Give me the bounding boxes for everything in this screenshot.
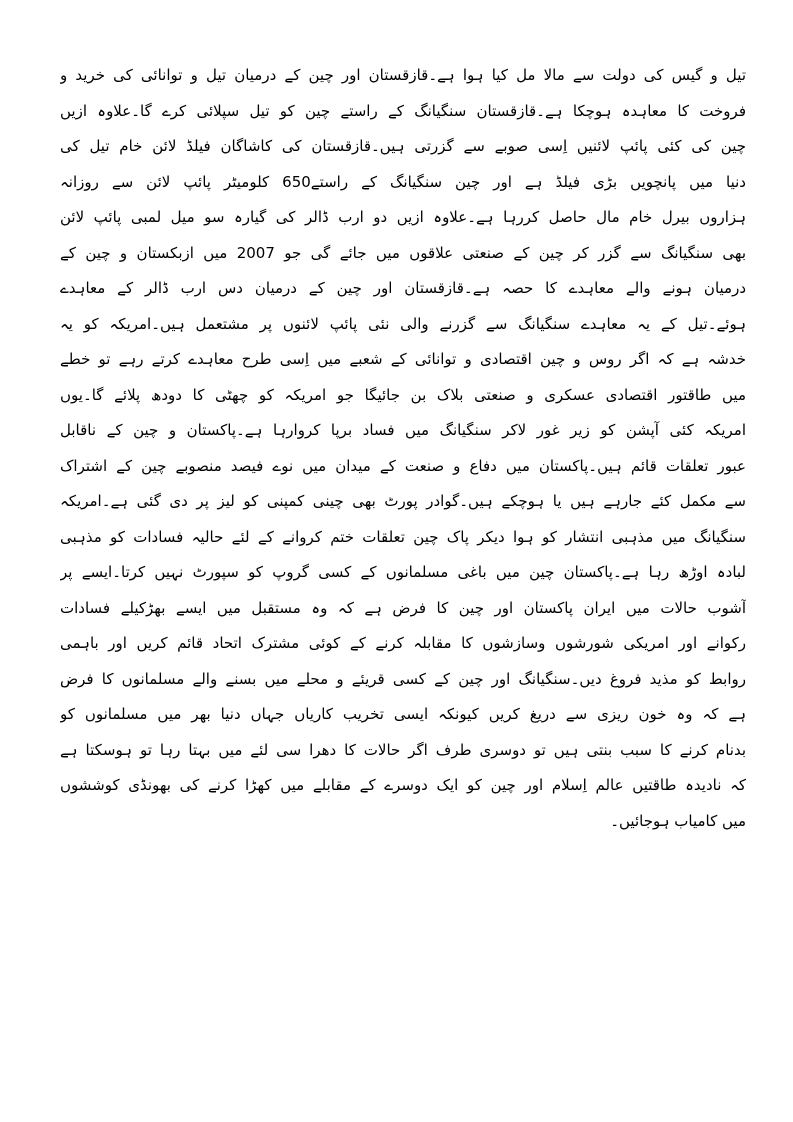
- text-line: آشوب حالات میں ایران پاکستان اور چین کا فرض ہے کہ وہ مستقبل میں ایسے بھڑکیلے فسادات: [60, 598, 746, 617]
- text-line: ہزاروں بیرل خام مال حاصل کررہا ہے۔علاوہ ازیں دو ارب ڈالر کی گیارہ سو میل لمبی پائپ لائن: [60, 208, 746, 226]
- text-line: ہوئے۔تیل کے یہ معاہدے سنگیانگ سے گزرنے والی نئی پائپ لائنوں پر مشتعمل ہیں۔امریکہ کو یہ: [60, 314, 746, 333]
- text-line: دنیا میں پانچویں بڑی فیلڈ ہے اور چین سنگیانگ کے راستے650 کلومیٹر پائپ لائن سے روزانہ: [60, 172, 746, 191]
- text-line-last: میں کامیاب ہوجائیں۔: [610, 811, 746, 830]
- text-line: عبور تعلقات قائم ہیں۔پاکستان میں دفاع و صنعت کے میدان میں نوے فیصد منصوبے چین کے اشتراک: [60, 456, 746, 475]
- text-line: سے مکمل کئے جارہے ہیں یا ہوچکے ہیں۔گوادر پورٹ بھی چینی کمپنی کو لیز پر دی گئی ہے۔امریکہ: [60, 492, 746, 510]
- text-line: میں طاقتور اقتصادی عسکری و صنعتی بلاک بن جائیگا جو امریکہ کو چھٹی کا دودھ پلائے گا۔یوں: [60, 385, 746, 404]
- text-line: خدشہ ہے کہ اگر روس و چین اقتصادی و توانائی کے شعبے میں اِسی طرح معاہدے کرتے رہے تو خطے: [60, 350, 746, 368]
- article-body: [60, 58, 746, 839]
- text-line: سنگیانگ میں مذہبی انتشار کو ہوا دیکر پاک چین تعلقات ختم کروانے کے لئے حالیہ فسادات کو مذہبی: [60, 527, 746, 546]
- text-line: ہے کہ وہ خون ریزی سے دریغ کریں کیونکہ ایسی تخریب کاریاں جہاں دنیا بھر میں مسلمانوں کو: [60, 705, 746, 723]
- text-line: بھی سنگیانگ سے گزر کر چین کے صنعتی علاقوں میں جائے گی جو 2007 میں ازبکستان و چین کے: [60, 243, 746, 262]
- text-line: درمیان ہونے والے معاہدے کا حصہ ہے۔قازقستان اور چین کے درمیان دس ارب ڈالر کے معاہدے: [60, 279, 746, 297]
- text-line: روابط کو مذید فروغ دیں۔سنگیانگ اور چین کے کسی قریئے و محلے میں بسنے والے مسلمانوں کا فرض: [60, 669, 746, 688]
- text-line: امریکہ کئی آپشن کو زیر غور لاکر سنگیانگ میں فساد برپا کروارہا ہے۔پاکستان و چین کے ناقابل: [60, 421, 746, 439]
- text-line: بدنام کرنے کا سبب بنتی ہیں تو دوسری طرف اگر حالات کا دھرا سی لئے میں بہتا رہا تو ہوسکتا ہے: [60, 740, 746, 759]
- text-line: تیل و گیس کی دولت سے مالا مل کیا ہوا ہے۔قازقستان اور چین کے درمیان تیل و توانائی کی خرید و: [60, 66, 746, 84]
- text-line: کہ نادیدہ طاقتیں عالم اِسلام اور چین کو ایک دوسرے کے مقابلے میں کھڑا کرنے کی بھونڈی کوششوں: [60, 776, 746, 794]
- text-line: چین کی کئی پائپ لائنیں اِسی صوبے سے گزرتی ہیں۔قازقستان کی کاشاگان فیلڈ لائن خام تیل کی: [60, 137, 746, 155]
- text-line: لبادہ اوڑھ رہا ہے۔پاکستان چین میں باغی مسلمانوں کے کسی گروپ کو سپورٹ نہیں کرتا۔ایسے پر: [60, 563, 746, 581]
- text-line: رکوانے اور امریکی شورشوں وسازشوں کا مقابلہ کرنے کے کوئی مشترک اتحاد قائم کریں اور باہمی: [60, 634, 746, 652]
- text-line: فروخت کا معاہدہ ہوچکا ہے۔قازقستان سنگیانگ کے راستے چین کو تیل سپلائی کرے گا۔علاوہ ازیں: [60, 101, 746, 120]
